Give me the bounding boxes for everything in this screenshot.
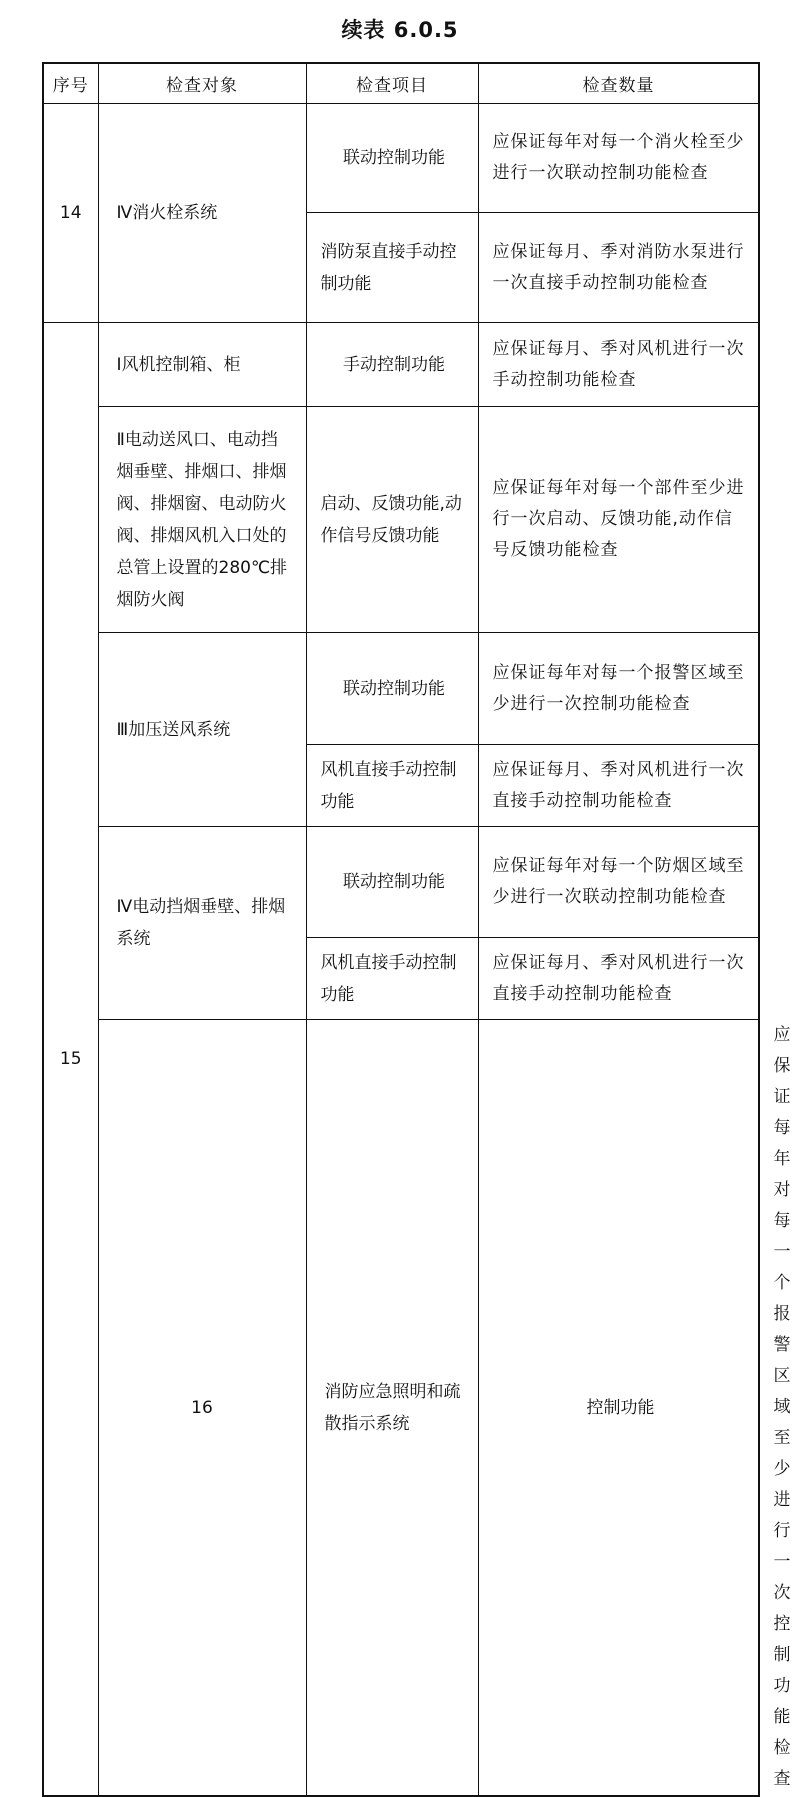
- item-cell: 手动控制功能: [306, 323, 478, 407]
- header-item: 检查项目: [306, 63, 478, 104]
- object-cell: Ⅳ电动挡烟垂壁、排烟系统: [98, 827, 306, 1020]
- item-cell: 联动控制功能: [306, 633, 478, 745]
- object-cell: Ⅳ消火栓系统: [98, 104, 306, 323]
- table-row: [43, 104, 759, 213]
- quantity-cell: 应保证每年对每一个防烟区域至少进行一次联动控制功能检查: [478, 827, 759, 938]
- header-quantity: 检查数量: [478, 63, 759, 104]
- seq-cell: 15: [43, 323, 98, 1797]
- object-cell: 消防应急照明和疏散指示系统: [306, 1020, 478, 1797]
- item-cell: 风机直接手动控制功能: [306, 938, 478, 1020]
- item-cell: 消防泵直接手动控制功能: [306, 213, 478, 323]
- quantity-cell: 应保证每月、季对消防水泵进行一次直接手动控制功能检查: [478, 213, 759, 323]
- table-row: [43, 407, 759, 633]
- seq-cell: 16: [98, 1020, 306, 1797]
- object-cell: Ⅱ电动送风口、电动挡烟垂壁、排烟口、排烟阀、排烟窗、电动防火阀、排烟风机入口处的总管上设置的280℃排烟防火阀: [98, 407, 306, 633]
- header-row: [43, 63, 759, 104]
- item-cell: 联动控制功能: [306, 827, 478, 938]
- item-cell: 风机直接手动控制功能: [306, 745, 478, 827]
- item-cell: 控制功能: [478, 1020, 759, 1797]
- quantity-cell: 应保证每月、季对风机进行一次直接手动控制功能检查: [478, 745, 759, 827]
- table-title: 续表 6.0.5: [341, 18, 459, 42]
- quantity-cell: 应保证每年对每一个消火栓至少进行一次联动控制功能检查: [478, 104, 759, 213]
- table-row: [43, 633, 759, 745]
- object-cell: Ⅲ加压送风系统: [98, 633, 306, 827]
- quantity-cell: 应保证每月、季对风机进行一次直接手动控制功能检查: [478, 938, 759, 1020]
- header-seq: 序号: [43, 63, 98, 104]
- header-object: 检查对象: [98, 63, 306, 104]
- object-cell: Ⅰ风机控制箱、柜: [98, 323, 306, 407]
- item-cell: 联动控制功能: [306, 104, 478, 213]
- table-row: [43, 827, 759, 938]
- table-row: [43, 323, 759, 407]
- quantity-cell: 应保证每年对每一个报警区域至少进行一次控制功能检查: [478, 633, 759, 745]
- quantity-cell: 应保证每月、季对风机进行一次手动控制功能检查: [478, 323, 759, 407]
- seq-cell: 14: [43, 104, 98, 323]
- quantity-cell: 应保证每年对每一个部件至少进行一次启动、反馈功能,动作信号反馈功能检查: [478, 407, 759, 633]
- inspection-table: [42, 62, 792, 1797]
- item-cell: 启动、反馈功能,动作信号反馈功能: [306, 407, 478, 633]
- table-row: 16 消防应急照明和疏散指示系统 控制功能 应保证每年对每一个报警区域至少进行一次控制功能检查: [43, 1020, 759, 1797]
